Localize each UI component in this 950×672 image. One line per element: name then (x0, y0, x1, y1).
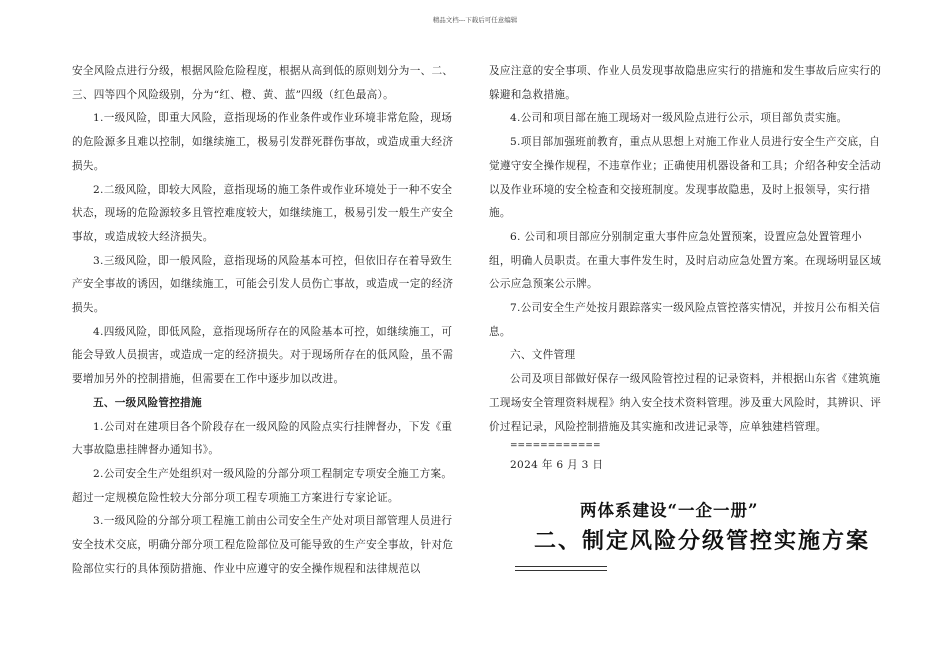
paragraph: 3.一级风险的分部分项工程施工前由公司安全生产处对项目部管理人员进行安全技术交底，明确分部分项工程危险部位及可能导致的生产安全事故，针对危险部位实行的具体预防措施、作业中应遵守的安全操作规程和法律规范以 (72, 515, 454, 575)
separator-line: ============ (510, 441, 601, 452)
paragraph: 2.二级风险，即较大风险，意指现场的施工条件或作业环境处于一种不安全状态，现场的危险源较多且管控难度较大，如继续施工，极易引发一般生产安全事故，或造成较大经济损失。 (72, 183, 454, 243)
date-text: 2024 年 6 月 3 日 (510, 459, 604, 472)
page-header: 精品文档---下载后可任意编辑 (432, 16, 518, 24)
paragraph: 7.公司安全生产处按月跟踪落实一级风险点管控落实情况，并按月公布相关信息。 (489, 302, 881, 338)
section-heading: 六、文件管理 (510, 349, 576, 362)
right-column (489, 60, 883, 477)
double-underline-divider (515, 566, 607, 571)
paragraph: 2.公司安全生产处组织对一级风险的分部分项工程制定专项安全施工方案。超过一定规模危险性较大分部分项工程专项施工方案进行专家论证。 (72, 467, 453, 504)
paragraph: 及应注意的安全事项、作业人员发现事故隐患应实行的措施和发生事故后应实行的躲避和急救措施。 (489, 65, 882, 101)
paragraph: 3.三级风险，即一般风险，意指现场的风险基本可控，但依旧存在着导致生产安全事故的诱因，如继续施工，可能会引发人员伤亡事故，或造成一定的经济损失。 (72, 254, 454, 315)
paragraph: 4.四级风险，即低风险，意指现场所存在的风险基本可控，如继续施工，可能会导致人员损害，或造成一定的经济损失。对于现场所存在的低风险，虽不需要增加另外的控制措施，但需要在工作中逐步加以改进。 (72, 325, 454, 386)
document-title: 两体系建设“一企一册” (580, 501, 759, 520)
paragraph: 5.项目部加强班前教育，重点从思想上对施工作业人员进行安全生产交底，自觉遵守安全操作规程，不违章作业；正确使用机器设备和工具；介绍各种安全活动以及作业环境的安全检查和交接班制度。发现事故隐患，及时上报领导，实行措施。 (489, 136, 882, 220)
paragraph: 安全风险点进行分级，根据风险危险程度，根据从高到低的原则划分为一、二、三、四等四个风险级别，分为“红、橙、黄、蓝”四级（红色最高）。 (72, 65, 454, 101)
left-column (72, 60, 460, 581)
paragraph: 1.一级风险，即重大风险，意指现场的作业条件或作业环境非常危险，现场的危险源多且难以控制，如继续施工，极易引发群死群伤事故，或造成重大经济损失。 (72, 112, 454, 172)
paragraph: 4.公司和项目部在施工现场对一级风险点进行公示，项目部负责实施。 (510, 112, 848, 125)
section-heading: 五、一级风险管控措施 (93, 396, 202, 409)
paragraph: 1.公司对在建项目各个阶段存在一级风险的风险点实行挂牌督办，下发《重大事故隐患挂牌督办通知书》。 (72, 420, 453, 457)
paragraph: 公司及项目部做好保存一级风险管控过程的记录资料，并根据山东省《建筑施工现场安全管理资料规程》纳入安全技术资料管理。涉及重大风险时，其辨识、评价过程记录，风险控制措施及其实施和改进记录等，应单独建档管理。 (489, 373, 882, 433)
paragraph: 6. 公司和项目部应分别制定重大事件应急处置预案，设置应急处置管理小组，明确人员职责。在重大事件发生时，及时启动应急处置方案。在现场明显区域公示应急预案公示牌。 (489, 230, 882, 291)
section-title: 二、制定风险分级管控实施方案 (534, 528, 871, 554)
